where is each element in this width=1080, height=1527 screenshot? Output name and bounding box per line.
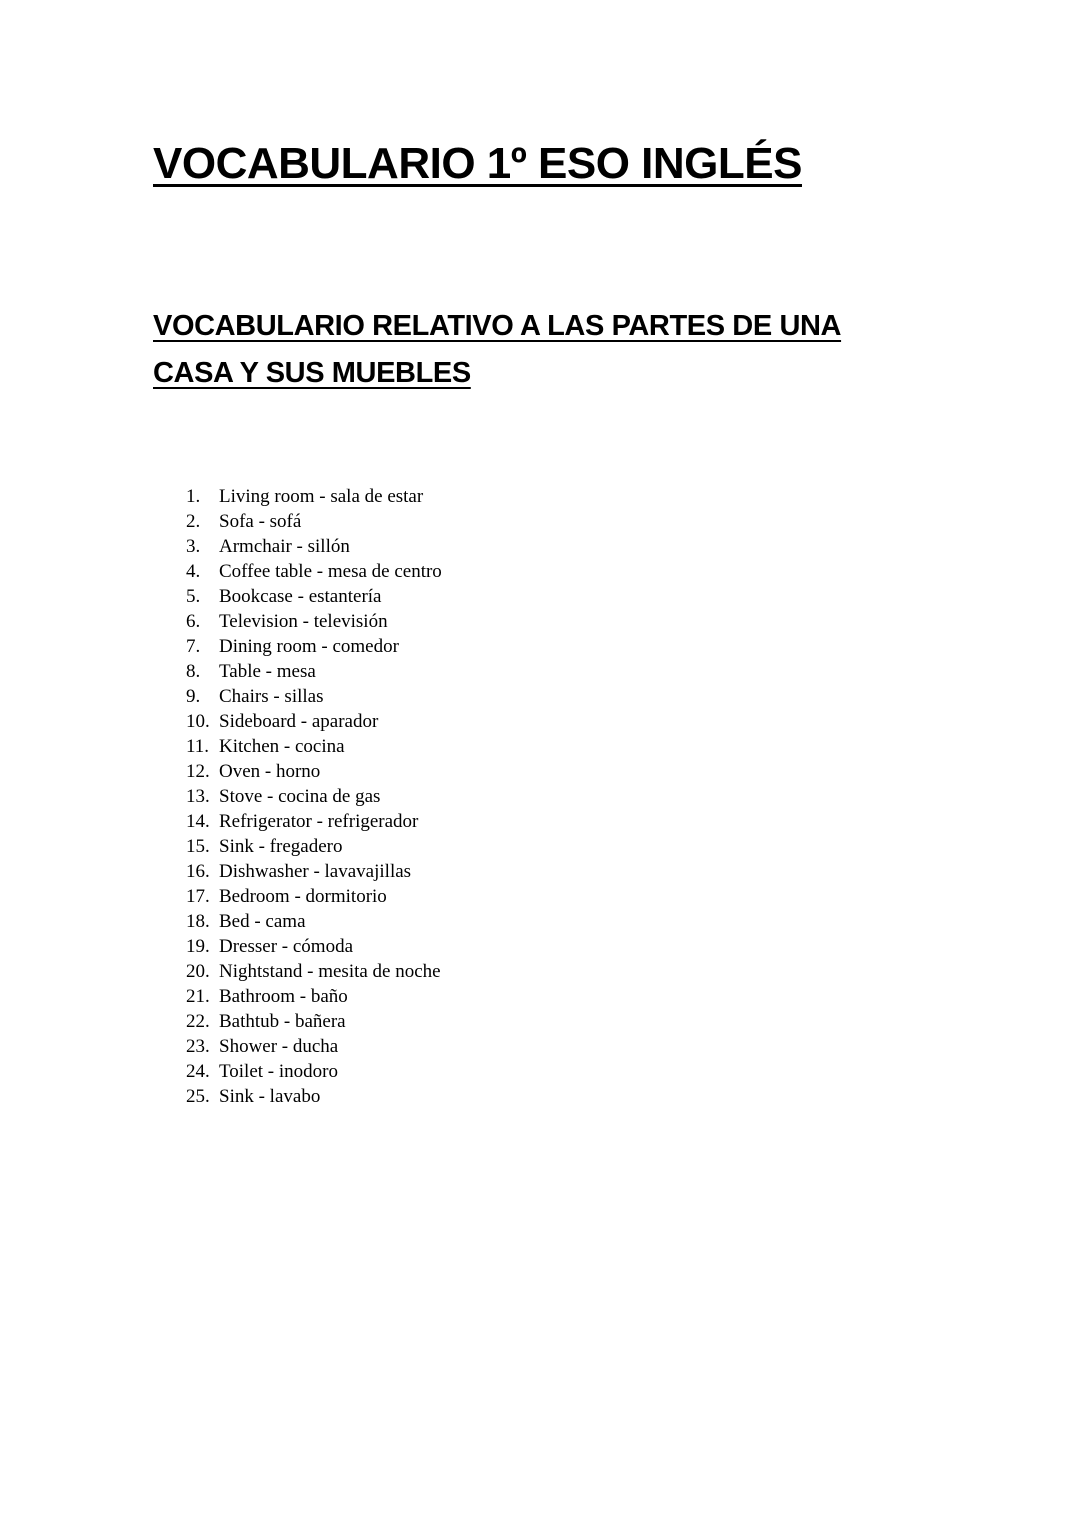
item-number: 18. [186,911,210,932]
item-text: Television - televisión [219,611,388,632]
document-subtitle: VOCABULARIO RELATIVO A LAS PARTES DE UNA CASA Y SUS MUEBLES [153,310,842,389]
list-item [180,609,442,634]
item-text: Oven - horno [219,761,321,782]
item-number: 5. [186,586,201,607]
item-text: Refrigerator - refrigerador [219,811,419,832]
list-item [180,559,442,584]
list-item [180,709,442,734]
item-text: Bed - cama [219,911,306,932]
list-item [180,1034,442,1059]
item-number: 12. [186,761,210,782]
item-number: 14. [186,811,210,832]
item-text: Armchair - sillón [219,536,350,557]
item-text: Nightstand - mesita de noche [219,961,441,982]
item-text: Sink - lavabo [219,1086,321,1107]
item-text: Dishwasher - lavavajillas [219,861,412,882]
item-number: 8. [186,661,201,682]
list-item [180,809,442,834]
list-item [180,909,442,934]
item-text: Bathroom - baño [219,986,348,1007]
item-number: 11. [186,736,210,757]
item-number: 23. [186,1036,210,1057]
item-text: Chairs - sillas [219,686,324,707]
list-item [180,959,442,984]
item-number: 7. [186,636,201,657]
item-text: Dresser - cómoda [219,936,354,957]
item-number: 24. [186,1061,210,1082]
item-text: Shower - ducha [219,1036,339,1057]
list-item [180,659,442,684]
item-number: 4. [186,561,201,582]
item-number: 9. [186,686,201,707]
list-item [180,1084,442,1109]
list-item [180,834,442,859]
item-text: Coffee table - mesa de centro [219,561,442,582]
item-number: 20. [186,961,210,982]
item-text: Sofa - sofá [219,511,302,532]
list-item [180,484,442,509]
item-text: Stove - cocina de gas [219,786,381,807]
item-text: Toilet - inodoro [219,1061,338,1082]
item-text: Sideboard - aparador [219,711,379,732]
list-item [180,859,442,884]
list-item [180,934,442,959]
item-text: Living room - sala de estar [219,486,424,507]
item-number: 13. [186,786,210,807]
item-text: Kitchen - cocina [219,736,345,757]
list-item [180,884,442,909]
item-number: 2. [186,511,201,532]
item-text: Bedroom - dormitorio [219,886,387,907]
list-item [180,534,442,559]
vocabulary-list [180,484,442,1109]
item-text: Table - mesa [219,661,316,682]
list-item [180,684,442,709]
item-number: 16. [186,861,210,882]
list-item [180,1009,442,1034]
item-number: 21. [186,986,210,1007]
item-text: Dining room - comedor [219,636,399,657]
list-item [180,1059,442,1084]
item-number: 22. [186,1011,210,1032]
item-number: 17. [186,886,210,907]
item-number: 25. [186,1086,210,1107]
list-item [180,759,442,784]
item-number: 1. [186,486,201,507]
list-item [180,784,442,809]
list-item [180,509,442,534]
document-title: VOCABULARIO 1º ESO INGLÉS [153,139,802,188]
item-text: Bookcase - estantería [219,586,382,607]
list-item [180,584,442,609]
list-item [180,984,442,1009]
item-number: 15. [186,836,210,857]
list-item [180,634,442,659]
item-text: Bathtub - bañera [219,1011,346,1032]
list-item [180,734,442,759]
item-number: 10. [186,711,210,732]
item-number: 6. [186,611,201,632]
item-text: Sink - fregadero [219,836,343,857]
item-number: 19. [186,936,210,957]
item-number: 3. [186,536,201,557]
